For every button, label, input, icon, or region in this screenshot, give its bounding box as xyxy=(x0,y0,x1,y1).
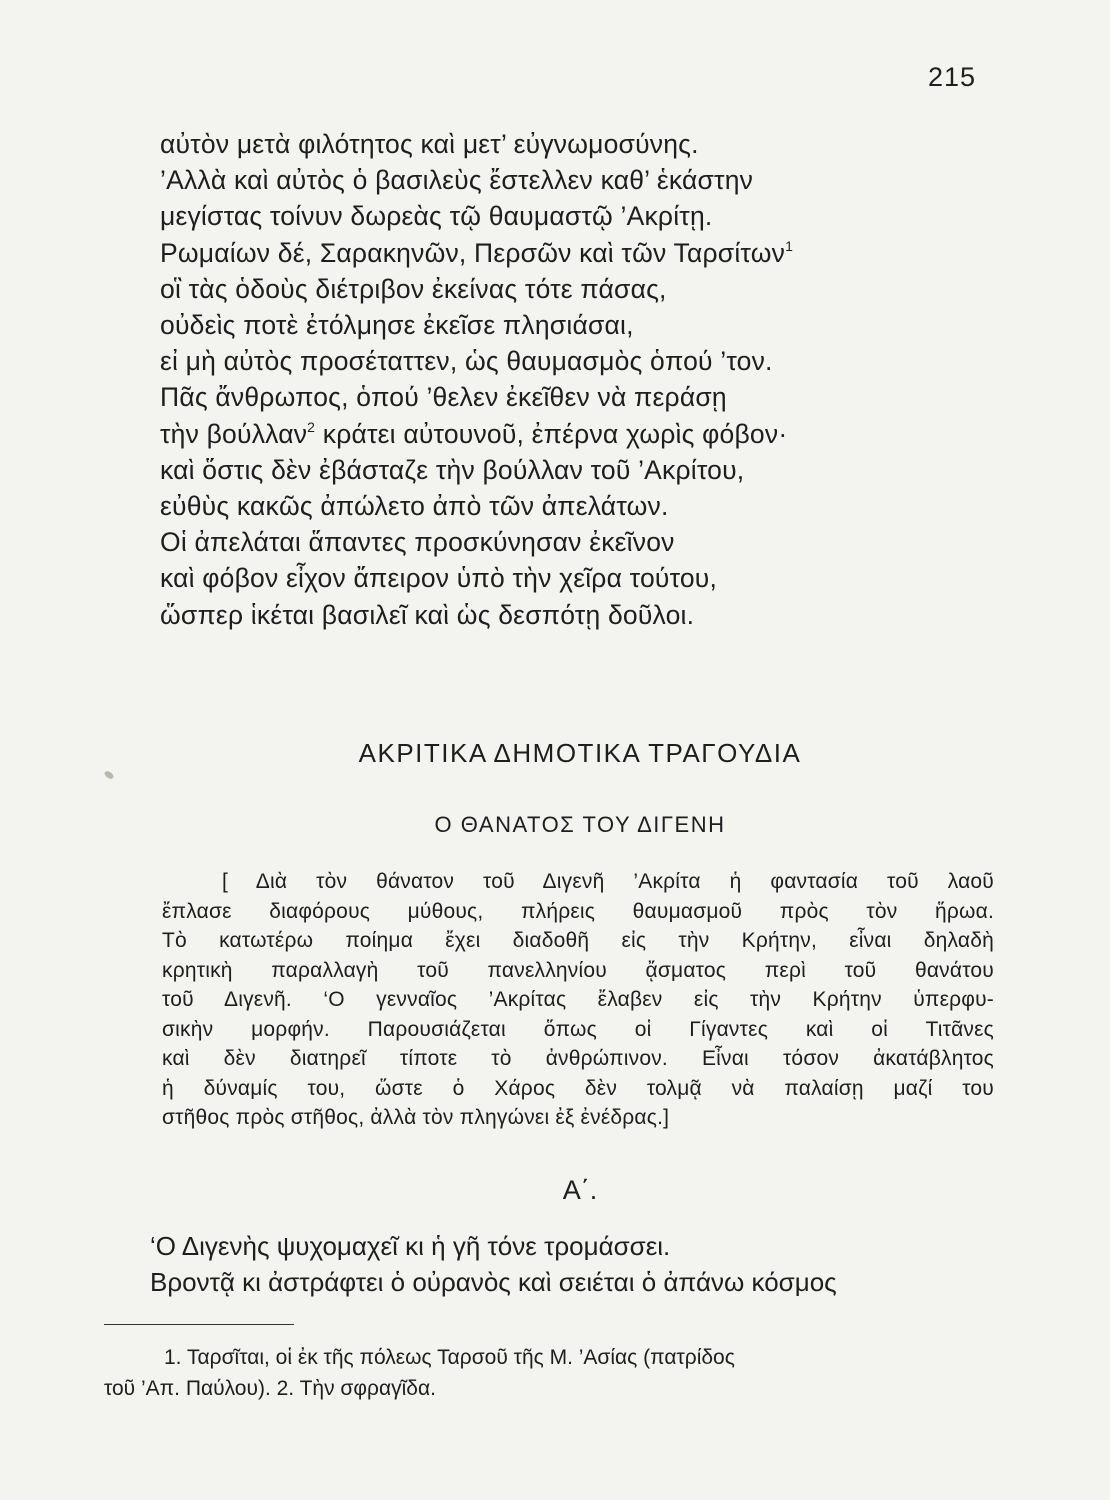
poem-line: μεγίστας τοίνυν δωρεὰς τῷ θαυμαστῷ ’Ακρίτῃ. xyxy=(160,201,713,232)
footnote-divider xyxy=(104,1324,294,1325)
poem-line: οἳ τὰς ὁδοὺς διέτριβον ἐκείνας τότε πάσας, xyxy=(160,273,667,304)
footnote-line: τοῦ ’Απ. Παύλου). 2. Τὴν σφραγῖδα. xyxy=(104,1377,436,1400)
poem-line: Πᾶς ἄνθρωπος, ὁπού ’θελεν ἐκεῖθεν νὰ περάσῃ xyxy=(160,382,727,413)
section-number: Α΄. xyxy=(562,1175,598,1205)
poem-line: οὐδεὶς ποτὲ ἐτόλμησε ἐκεῖσε πλησιάσαι, xyxy=(160,310,634,341)
intro-line: Τὸ κατωτέρω ποίημα ἔχει διαδοθῆ εἰς τὴν Κρήτην, εἶναι δηλαδὴ xyxy=(162,929,994,952)
intro-line: κρητικὴ παραλλαγὴ τοῦ πανελληνίου ᾄσματος περὶ τοῦ θανάτου xyxy=(162,958,994,982)
intro-line: σικὴν μορφήν. Παρουσιάζεται ὅπως οἱ Γίγαντες καὶ οἱ Τιτᾶνες xyxy=(162,1017,994,1041)
verse-block xyxy=(150,1228,1000,1300)
poem-line: ’Αλλὰ καὶ αὐτὸς ὁ βασιλεὺς ἔστελλεν καθ’ ἑκάστην xyxy=(160,165,754,196)
page-number: 215 xyxy=(928,62,977,92)
intro-line: ἔπλασε διαφόρους μύθους, πλήρεις θαυμασμοῦ πρὸς τὸν ἥρωα. xyxy=(162,899,994,923)
poem-line: εἰ μὴ αὐτὸς προσέταττεν, ὡς θαυμασμὸς ὁπού ’τον. xyxy=(160,346,773,377)
ink-smudge xyxy=(103,770,115,781)
intro-paragraph xyxy=(162,867,994,1133)
poem-line: Οἱ ἀπελάται ἅπαντες προσκύνησαν ἐκεῖνον xyxy=(160,527,675,558)
intro-line: [ Διὰ τὸν θάνατον τοῦ Διγενῆ ’Ακρίτα ἡ φαντασία τοῦ λαοῦ xyxy=(222,870,994,893)
footnote-line: 1. Ταρσῖται, οἱ ἐκ τῆς πόλεως Ταρσοῦ τῆς Μ. ’Ασίας (πατρίδος xyxy=(164,1346,735,1369)
intro-line: καὶ δὲν διατηρεῖ τίποτε τὸ ἀνθρώπινον. Εἶναι τόσον ἀκατάβλητος xyxy=(162,1047,994,1070)
poem-line: εὐθὺς κακῶς ἀπώλετο ἀπὸ τῶν ἀπελάτων. xyxy=(160,491,669,522)
footnote-marker: 2 xyxy=(307,418,316,435)
intro-line: τοῦ Διγενῆ. ‘Ο γενναῖος ’Ακρίτας ἔλαβεν εἰς τὴν Κρήτην ὑπερφυ- xyxy=(162,988,994,1011)
intro-line: ἡ δύναμίς του, ὥστε ὁ Χάρος δὲν τολμᾷ νὰ παλαίσῃ μαζί του xyxy=(162,1076,994,1100)
verse-line: Βροντᾷ κι ἀστράφτει ὁ οὐρανὸς καὶ σειέται ὁ ἀπάνω κόσμος xyxy=(150,1267,837,1297)
section-heading: ΑΚΡΙΤΙΚΑ ΔΗΜΟΤΙΚΑ ΤΡΑΓΟΥΔΙΑ xyxy=(358,738,802,768)
poem-block xyxy=(160,126,990,633)
poem-line: αὐτὸν μετὰ φιλότητος καὶ μετ’ εὐγνωμοσύνης. xyxy=(160,129,699,159)
intro-line: στῆθος πρὸς στῆθος, ἀλλὰ τὸν πληγώνει ἐξ ἐνέδρας.] xyxy=(162,1106,670,1129)
poem-line: τὴν βούλλαν$^2$ κράτει αὐτουνοῦ, ἐπέρνα χωρὶς φόβον· xyxy=(160,418,788,449)
poem-line: Ρωμαίων δέ, Σαρακηνῶν, Περσῶν καὶ τῶν Ταρσίτων$^1$ xyxy=(160,237,794,268)
poem-line: καὶ ὅστις δὲν ἐβάσταζε τὴν βούλλαν τοῦ ’Ακρίτου, xyxy=(160,454,745,485)
footnote-marker: 1 xyxy=(785,237,794,254)
footnotes xyxy=(104,1342,994,1404)
poem-line: ὥσπερ ἱκέται βασιλεῖ καὶ ὡς δεσπότῃ δοῦλοι. xyxy=(160,599,695,630)
poem-line: καὶ φόβον εἶχον ἄπειρον ὑπὸ τὴν χεῖρα τούτου, xyxy=(160,563,718,594)
poem-title: Ο ΘΑΝΑΤΟΣ ΤΟΥ ΔΙΓΕΝΗ xyxy=(434,812,726,837)
verse-line: ‘Ο Διγενὴς ψυχομαχεῖ κι ἡ γῆ τόνε τρομάσσει. xyxy=(150,1231,671,1261)
